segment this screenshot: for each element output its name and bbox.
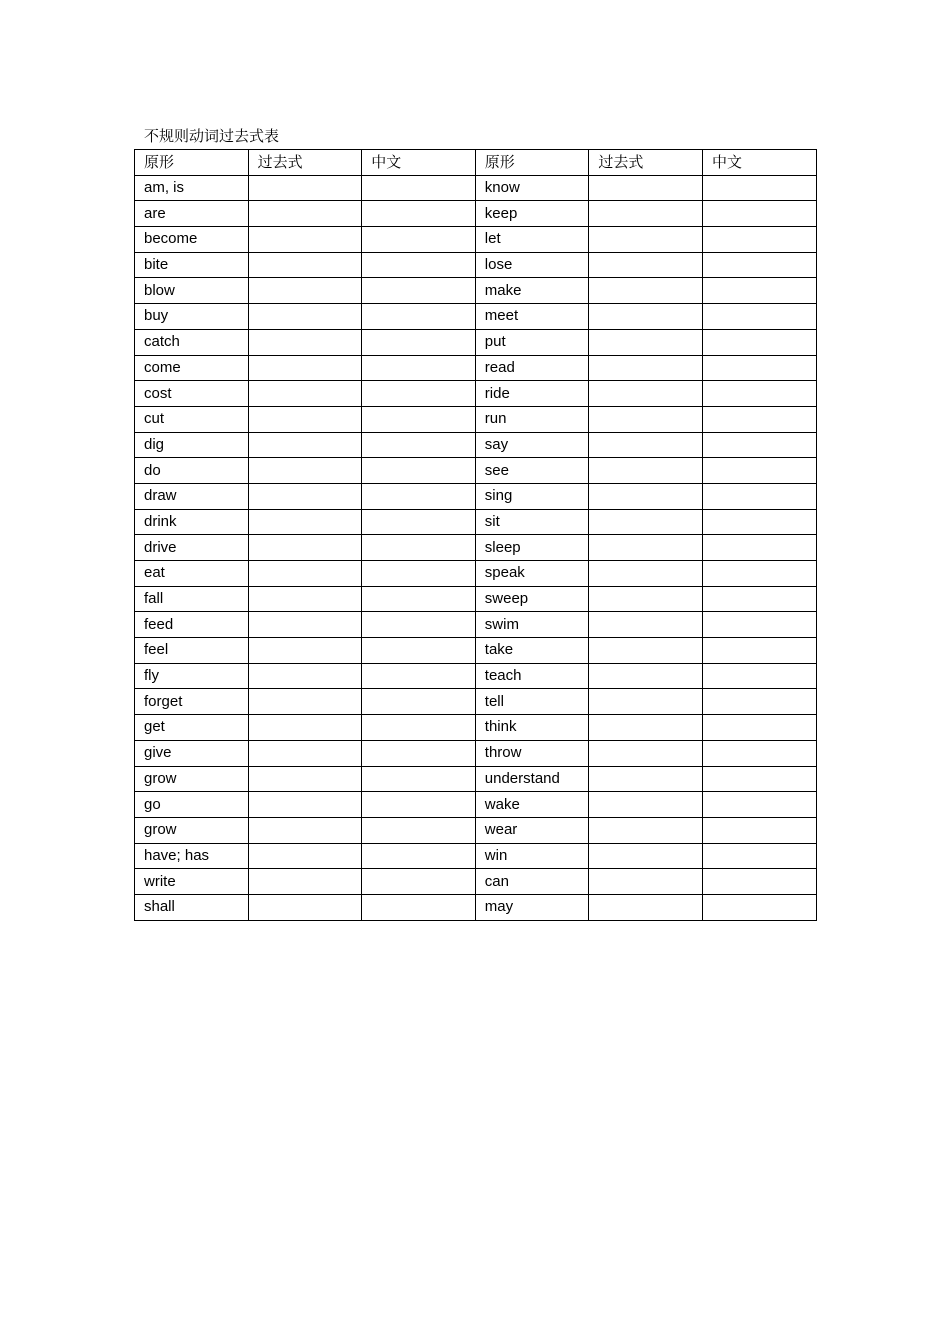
past-tense-right-cell[interactable]: [589, 252, 703, 278]
base-form-left-cell: have; has: [135, 843, 249, 869]
past-tense-left-cell[interactable]: [248, 432, 362, 458]
table-row: [135, 843, 817, 869]
past-tense-right-cell[interactable]: [589, 227, 703, 253]
chinese-left-cell[interactable]: [362, 406, 476, 432]
base-form-right-cell: throw: [475, 740, 589, 766]
chinese-left-cell[interactable]: [362, 227, 476, 253]
chinese-left-cell[interactable]: [362, 612, 476, 638]
chinese-left-cell[interactable]: [362, 638, 476, 664]
header-base-form-left: 原形: [135, 150, 249, 176]
irregular-verb-table: [134, 149, 817, 921]
base-form-right-cell: read: [475, 355, 589, 381]
chinese-left-cell[interactable]: [362, 740, 476, 766]
past-tense-left-cell[interactable]: [248, 509, 362, 535]
past-tense-left-cell[interactable]: [248, 355, 362, 381]
table-row: [135, 304, 817, 330]
table-row: [135, 766, 817, 792]
base-form-left-cell: catch: [135, 329, 249, 355]
chinese-left-cell[interactable]: [362, 201, 476, 227]
chinese-left-cell[interactable]: [362, 689, 476, 715]
base-form-right-cell: ride: [475, 381, 589, 407]
base-form-right-cell: run: [475, 406, 589, 432]
chinese-right-cell[interactable]: [702, 252, 816, 278]
base-form-right-cell: tell: [475, 689, 589, 715]
chinese-left-cell[interactable]: [362, 329, 476, 355]
chinese-left-cell[interactable]: [362, 432, 476, 458]
base-form-right-cell: take: [475, 638, 589, 664]
base-form-right-cell: speak: [475, 561, 589, 587]
chinese-right-cell[interactable]: [702, 509, 816, 535]
past-tense-left-cell[interactable]: [248, 381, 362, 407]
past-tense-right-cell[interactable]: [589, 586, 703, 612]
chinese-left-cell[interactable]: [362, 483, 476, 509]
chinese-right-cell[interactable]: [702, 227, 816, 253]
past-tense-right-cell[interactable]: [589, 638, 703, 664]
table-row: [135, 329, 817, 355]
base-form-left-cell: cut: [135, 406, 249, 432]
table-row: [135, 458, 817, 484]
base-form-left-cell: fall: [135, 586, 249, 612]
table-row: [135, 175, 817, 201]
chinese-right-cell[interactable]: [702, 201, 816, 227]
chinese-left-cell[interactable]: [362, 304, 476, 330]
header-chinese-left: 中文: [362, 150, 476, 176]
chinese-left-cell[interactable]: [362, 792, 476, 818]
chinese-right-cell[interactable]: [702, 561, 816, 587]
base-form-left-cell: forget: [135, 689, 249, 715]
past-tense-left-cell[interactable]: [248, 406, 362, 432]
base-form-right-cell: understand: [475, 766, 589, 792]
base-form-right-cell: teach: [475, 663, 589, 689]
past-tense-right-cell[interactable]: [589, 432, 703, 458]
chinese-right-cell[interactable]: [702, 792, 816, 818]
past-tense-left-cell[interactable]: [248, 175, 362, 201]
chinese-right-cell[interactable]: [702, 586, 816, 612]
chinese-right-cell[interactable]: [702, 355, 816, 381]
table-row: [135, 227, 817, 253]
table-row: [135, 278, 817, 304]
past-tense-right-cell[interactable]: [589, 869, 703, 895]
chinese-left-cell[interactable]: [362, 817, 476, 843]
table-row: [135, 638, 817, 664]
chinese-right-cell[interactable]: [702, 458, 816, 484]
table-row: [135, 355, 817, 381]
base-form-right-cell: may: [475, 894, 589, 920]
past-tense-right-cell[interactable]: [589, 740, 703, 766]
table-row: [135, 201, 817, 227]
table-row: [135, 792, 817, 818]
chinese-left-cell[interactable]: [362, 663, 476, 689]
base-form-right-cell: sit: [475, 509, 589, 535]
base-form-right-cell: swim: [475, 612, 589, 638]
past-tense-left-cell[interactable]: [248, 483, 362, 509]
base-form-left-cell: become: [135, 227, 249, 253]
past-tense-right-cell[interactable]: [589, 843, 703, 869]
past-tense-right-cell[interactable]: [589, 201, 703, 227]
past-tense-right-cell[interactable]: [589, 329, 703, 355]
past-tense-right-cell[interactable]: [589, 766, 703, 792]
chinese-left-cell[interactable]: [362, 458, 476, 484]
chinese-right-cell[interactable]: [702, 612, 816, 638]
chinese-right-cell[interactable]: [702, 663, 816, 689]
base-form-left-cell: go: [135, 792, 249, 818]
table-row: [135, 381, 817, 407]
table-row: [135, 715, 817, 741]
chinese-left-cell[interactable]: [362, 278, 476, 304]
base-form-left-cell: grow: [135, 817, 249, 843]
base-form-left-cell: am, is: [135, 175, 249, 201]
past-tense-left-cell[interactable]: [248, 638, 362, 664]
base-form-left-cell: eat: [135, 561, 249, 587]
base-form-right-cell: wear: [475, 817, 589, 843]
base-form-right-cell: meet: [475, 304, 589, 330]
past-tense-left-cell[interactable]: [248, 792, 362, 818]
chinese-right-cell[interactable]: [702, 175, 816, 201]
past-tense-right-cell[interactable]: [589, 689, 703, 715]
past-tense-left-cell[interactable]: [248, 329, 362, 355]
base-form-left-cell: feel: [135, 638, 249, 664]
table-row: [135, 817, 817, 843]
past-tense-right-cell[interactable]: [589, 278, 703, 304]
past-tense-left-cell[interactable]: [248, 869, 362, 895]
base-form-right-cell: think: [475, 715, 589, 741]
table-row: [135, 869, 817, 895]
table-header-row: [135, 150, 817, 176]
past-tense-left-cell[interactable]: [248, 227, 362, 253]
chinese-right-cell[interactable]: [702, 638, 816, 664]
table-row: [135, 252, 817, 278]
chinese-left-cell[interactable]: [362, 715, 476, 741]
table-row: [135, 432, 817, 458]
base-form-left-cell: give: [135, 740, 249, 766]
table-row: [135, 894, 817, 920]
chinese-right-cell[interactable]: [702, 766, 816, 792]
document-title: 不规则动词过去式表: [144, 127, 280, 145]
base-form-left-cell: feed: [135, 612, 249, 638]
verb-table-body: [135, 150, 817, 921]
past-tense-right-cell[interactable]: [589, 381, 703, 407]
table-row: [135, 509, 817, 535]
chinese-left-cell[interactable]: [362, 381, 476, 407]
base-form-right-cell: sleep: [475, 535, 589, 561]
header-chinese-right: 中文: [702, 150, 816, 176]
base-form-left-cell: write: [135, 869, 249, 895]
base-form-left-cell: drink: [135, 509, 249, 535]
base-form-right-cell: say: [475, 432, 589, 458]
past-tense-right-cell[interactable]: [589, 663, 703, 689]
base-form-left-cell: buy: [135, 304, 249, 330]
table-row: [135, 612, 817, 638]
chinese-right-cell[interactable]: [702, 894, 816, 920]
chinese-right-cell[interactable]: [702, 817, 816, 843]
chinese-left-cell[interactable]: [362, 509, 476, 535]
base-form-right-cell: lose: [475, 252, 589, 278]
table-row: [135, 483, 817, 509]
base-form-left-cell: draw: [135, 483, 249, 509]
past-tense-left-cell[interactable]: [248, 278, 362, 304]
chinese-right-cell[interactable]: [702, 278, 816, 304]
past-tense-left-cell[interactable]: [248, 535, 362, 561]
base-form-right-cell: sweep: [475, 586, 589, 612]
past-tense-left-cell[interactable]: [248, 689, 362, 715]
past-tense-right-cell[interactable]: [589, 561, 703, 587]
past-tense-right-cell[interactable]: [589, 817, 703, 843]
chinese-left-cell[interactable]: [362, 561, 476, 587]
base-form-left-cell: come: [135, 355, 249, 381]
past-tense-left-cell[interactable]: [248, 304, 362, 330]
past-tense-left-cell[interactable]: [248, 561, 362, 587]
past-tense-left-cell[interactable]: [248, 766, 362, 792]
chinese-right-cell[interactable]: [702, 432, 816, 458]
past-tense-right-cell[interactable]: [589, 304, 703, 330]
chinese-right-cell[interactable]: [702, 535, 816, 561]
past-tense-left-cell[interactable]: [248, 586, 362, 612]
chinese-right-cell[interactable]: [702, 483, 816, 509]
past-tense-left-cell[interactable]: [248, 817, 362, 843]
chinese-right-cell[interactable]: [702, 406, 816, 432]
base-form-right-cell: let: [475, 227, 589, 253]
chinese-left-cell[interactable]: [362, 175, 476, 201]
base-form-left-cell: are: [135, 201, 249, 227]
table-row: [135, 689, 817, 715]
past-tense-left-cell[interactable]: [248, 252, 362, 278]
past-tense-right-cell[interactable]: [589, 458, 703, 484]
past-tense-right-cell[interactable]: [589, 535, 703, 561]
chinese-left-cell[interactable]: [362, 586, 476, 612]
chinese-left-cell[interactable]: [362, 252, 476, 278]
past-tense-left-cell[interactable]: [248, 458, 362, 484]
base-form-right-cell: wake: [475, 792, 589, 818]
past-tense-right-cell[interactable]: [589, 406, 703, 432]
base-form-right-cell: make: [475, 278, 589, 304]
past-tense-right-cell[interactable]: [589, 715, 703, 741]
base-form-right-cell: see: [475, 458, 589, 484]
base-form-left-cell: drive: [135, 535, 249, 561]
past-tense-right-cell[interactable]: [589, 509, 703, 535]
chinese-right-cell[interactable]: [702, 329, 816, 355]
past-tense-right-cell[interactable]: [589, 612, 703, 638]
base-form-left-cell: cost: [135, 381, 249, 407]
chinese-right-cell[interactable]: [702, 869, 816, 895]
base-form-left-cell: grow: [135, 766, 249, 792]
past-tense-right-cell[interactable]: [589, 175, 703, 201]
chinese-right-cell[interactable]: [702, 381, 816, 407]
past-tense-left-cell[interactable]: [248, 715, 362, 741]
base-form-left-cell: blow: [135, 278, 249, 304]
base-form-right-cell: keep: [475, 201, 589, 227]
base-form-right-cell: sing: [475, 483, 589, 509]
chinese-right-cell[interactable]: [702, 740, 816, 766]
past-tense-left-cell[interactable]: [248, 843, 362, 869]
base-form-left-cell: dig: [135, 432, 249, 458]
past-tense-right-cell[interactable]: [589, 792, 703, 818]
past-tense-left-cell[interactable]: [248, 612, 362, 638]
header-base-form-right: 原形: [475, 150, 589, 176]
base-form-left-cell: bite: [135, 252, 249, 278]
header-past-tense-right: 过去式: [589, 150, 703, 176]
base-form-right-cell: win: [475, 843, 589, 869]
base-form-left-cell: do: [135, 458, 249, 484]
chinese-right-cell[interactable]: [702, 304, 816, 330]
table-row: [135, 663, 817, 689]
base-form-left-cell: shall: [135, 894, 249, 920]
chinese-left-cell[interactable]: [362, 894, 476, 920]
chinese-right-cell[interactable]: [702, 843, 816, 869]
past-tense-right-cell[interactable]: [589, 894, 703, 920]
past-tense-left-cell[interactable]: [248, 894, 362, 920]
table-row: [135, 535, 817, 561]
chinese-left-cell[interactable]: [362, 355, 476, 381]
chinese-left-cell[interactable]: [362, 766, 476, 792]
past-tense-left-cell[interactable]: [248, 201, 362, 227]
chinese-left-cell[interactable]: [362, 843, 476, 869]
chinese-right-cell[interactable]: [702, 715, 816, 741]
table-row: [135, 561, 817, 587]
past-tense-left-cell[interactable]: [248, 740, 362, 766]
base-form-right-cell: know: [475, 175, 589, 201]
table-row: [135, 586, 817, 612]
base-form-left-cell: get: [135, 715, 249, 741]
chinese-left-cell[interactable]: [362, 535, 476, 561]
past-tense-left-cell[interactable]: [248, 663, 362, 689]
base-form-right-cell: put: [475, 329, 589, 355]
table-row: [135, 406, 817, 432]
base-form-left-cell: fly: [135, 663, 249, 689]
past-tense-right-cell[interactable]: [589, 355, 703, 381]
table-row: [135, 740, 817, 766]
base-form-right-cell: can: [475, 869, 589, 895]
past-tense-right-cell[interactable]: [589, 483, 703, 509]
chinese-right-cell[interactable]: [702, 689, 816, 715]
header-past-tense-left: 过去式: [248, 150, 362, 176]
chinese-left-cell[interactable]: [362, 869, 476, 895]
